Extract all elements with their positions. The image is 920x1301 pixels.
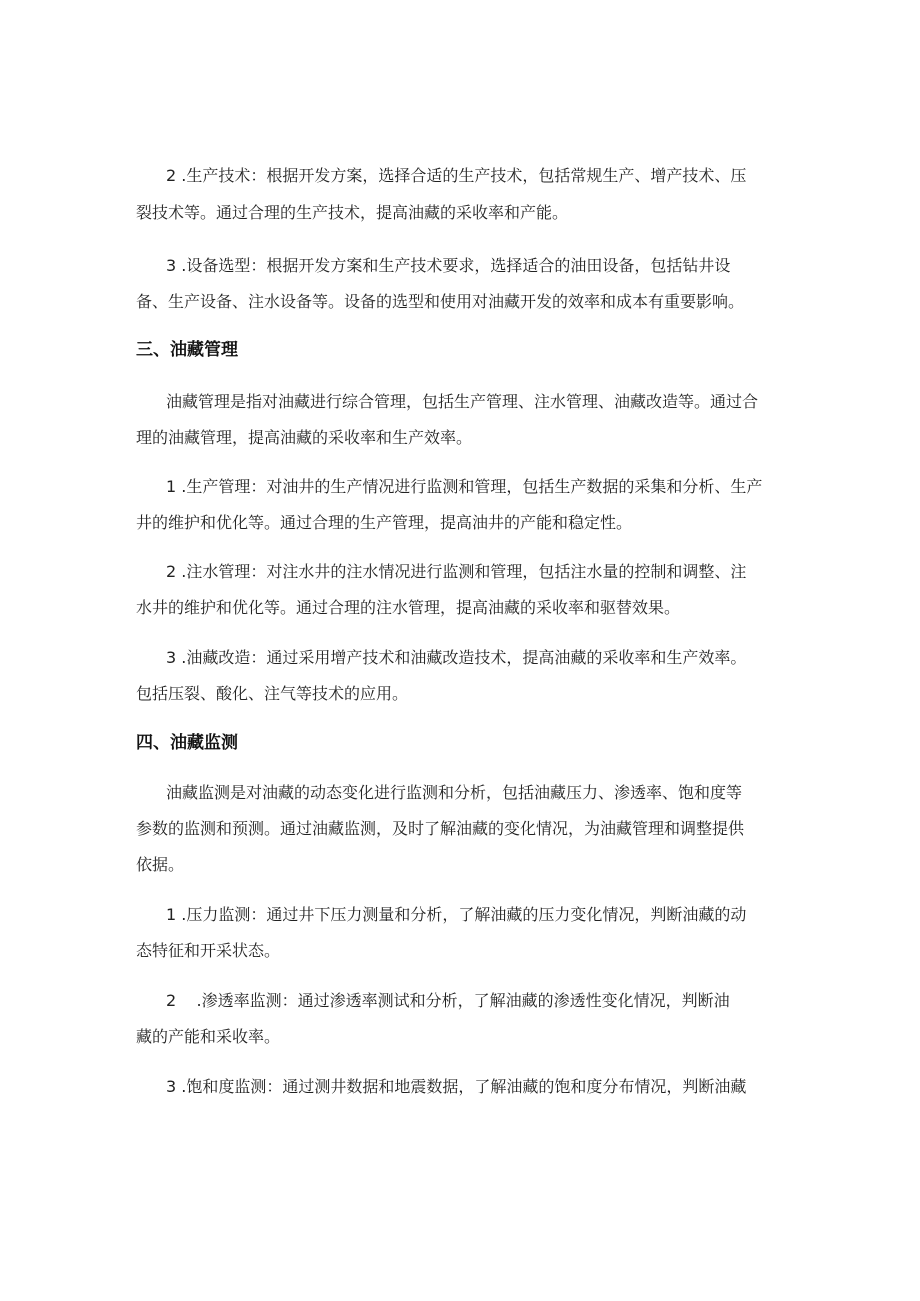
- para-reservoir-stimulation-line-2: 包括压裂、酸化、注气等技术的应用。: [136, 684, 409, 703]
- para-water-injection-line-2: 水井的维护和优化等。通过合理的注水管理，提高油藏的采收率和驱替效果。: [136, 598, 681, 617]
- para-equipment-line-1: 3 .设备选型：根据开发方案和生产技术要求，选择适合的油田设备，包括钻井设: [166, 256, 731, 275]
- section-heading-monitoring: 四、油藏监测: [136, 733, 238, 753]
- para-monitoring-intro-line-3: 依据。: [136, 855, 185, 874]
- para-management-intro-line-1: 油藏管理是指对油藏进行综合管理，包括生产管理、注水管理、油藏改造等。通过合: [166, 392, 759, 411]
- para-saturation-monitoring-line-1: 3 .饱和度监测：通过测井数据和地震数据，了解油藏的饱和度分布情况，判断油藏: [166, 1077, 747, 1096]
- para-equipment-line-2: 备、生产设备、注水设备等。设备的选型和使用对油藏开发的效率和成本有重要影响。: [136, 292, 745, 311]
- section-heading-management: 三、油藏管理: [136, 340, 238, 360]
- para-production-tech-line-2: 裂技术等。通过合理的生产技术，提高油藏的采收率和产能。: [136, 203, 569, 222]
- para-pressure-monitoring-line-1: 1 .压力监测：通过井下压力测量和分析，了解油藏的压力变化情况，判断油藏的动: [166, 905, 747, 924]
- para-management-intro-line-2: 理的油藏管理，提高油藏的采收率和生产效率。: [136, 428, 473, 447]
- para-permeability-monitoring-line-2: 藏的产能和采收率。: [136, 1027, 281, 1046]
- para-production-management-line-1: 1 .生产管理：对油井的生产情况进行监测和管理，包括生产数据的采集和分析、生产: [166, 477, 763, 496]
- para-monitoring-intro-line-2: 参数的监测和预测。通过油藏监测，及时了解油藏的变化情况，为油藏管理和调整提供: [136, 819, 745, 838]
- para-pressure-monitoring-line-2: 态特征和开采状态。: [136, 941, 281, 960]
- para-monitoring-intro-line-1: 油藏监测是对油藏的动态变化进行监测和分析，包括油藏压力、渗透率、饱和度等: [166, 783, 743, 802]
- para-water-injection-line-1: 2 .注水管理：对注水井的注水情况进行监测和管理，包括注水量的控制和调整、注: [166, 562, 747, 581]
- para-permeability-monitoring-line-1: 2 .渗透率监测：通过渗透率测试和分析，了解油藏的渗透性变化情况，判断油: [166, 991, 730, 1010]
- para-production-management-line-2: 井的维护和优化等。通过合理的生产管理，提高油井的产能和稳定性。: [136, 513, 633, 532]
- para-reservoir-stimulation-line-1: 3 .油藏改造：通过采用增产技术和油藏改造技术，提高油藏的采收率和生产效率。: [166, 648, 747, 667]
- para-production-tech-line-1: 2 .生产技术：根据开发方案，选择合适的生产技术，包括常规生产、增产技术、压: [166, 166, 747, 185]
